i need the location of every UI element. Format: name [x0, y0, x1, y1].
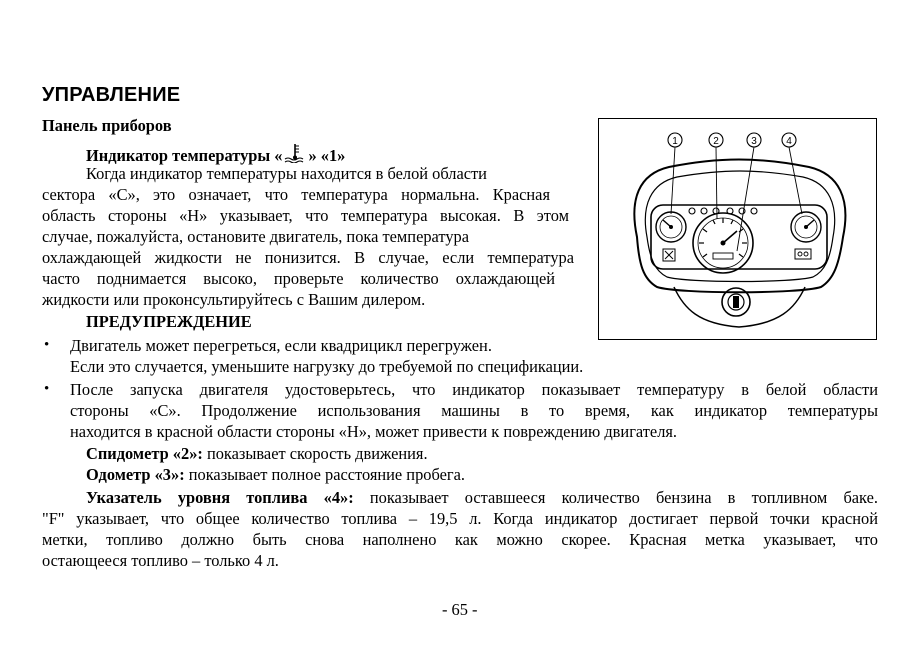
temp-text-line: сектора «С», это означает, что температура нормальна. Красная: [42, 185, 550, 204]
fuel-line: Указатель уровня топлива «4»: показывает оставшееся количество бензина в топливном баке.: [86, 488, 878, 507]
temp-text-line: часто поднимается высоко, проверьте количество охлаждающей: [42, 269, 555, 288]
instrument-panel-drawing: [599, 119, 878, 341]
warning-text-line: Двигатель может перегреться, если квадрицикл перегружен.: [70, 336, 492, 355]
bullet: •: [44, 381, 50, 397]
temp-text-line: охлаждающей жидкости не понизится. В случае, если температура: [42, 248, 574, 267]
callout-1: 1: [672, 136, 678, 147]
temp-text-line: Когда индикатор температуры находится в белой области: [86, 164, 487, 183]
callout-3: 3: [751, 136, 757, 147]
temp-text-line: жидкости или проконсультируйтесь с Вашим дилером.: [42, 290, 426, 309]
bullet: •: [44, 337, 50, 353]
temp-text-line: случае, пожалуйста, остановите двигатель, пока температура: [42, 227, 470, 246]
callout-4: 4: [786, 136, 792, 147]
warning-text-line: Если это случается, уменьшите нагрузку до требуемой по спецификации.: [70, 357, 584, 376]
instrument-panel-figure: [598, 118, 877, 340]
warning-text-line: стороны «С». Продолжение использования машины в то время, как индикатор температуры: [70, 401, 878, 420]
temperature-icon: [282, 143, 308, 163]
section-heading: УПРАВЛЕНИЕ: [42, 84, 181, 106]
fuel-text-line: метки, топливо должно быть снова наполнено как можно скорее. Красная метка указывает, что: [42, 530, 878, 549]
temp-title: Индикатор температуры « » «1»: [86, 143, 345, 166]
odometer-line: Одометр «3»: показывает полное расстояние пробега.: [86, 465, 465, 484]
speedometer-line: Спидометр «2»: показывает скорость движения.: [86, 444, 428, 463]
temp-text-line: область стороны «Н» указывает, что температура высокая. В этом: [42, 206, 569, 225]
page-number: - 65 -: [442, 600, 478, 619]
warning-text-line: После запуска двигателя удостоверьтесь, что индикатор показывает температуру в белой области: [70, 380, 878, 399]
warning-title: ПРЕДУПРЕЖДЕНИЕ: [86, 312, 252, 331]
callout-2: 2: [713, 136, 719, 147]
subheading: Панель приборов: [42, 116, 172, 135]
fuel-text-line: "F" указывает, что общее количество топлива – 19,5 л. Когда индикатор достигает первой точки красной: [42, 509, 878, 528]
fuel-text-line: остающееся топливо – только 4 л.: [42, 551, 279, 570]
warning-text-line: находится в красной области стороны «Н», может привести к повреждению двигателя.: [70, 422, 678, 441]
